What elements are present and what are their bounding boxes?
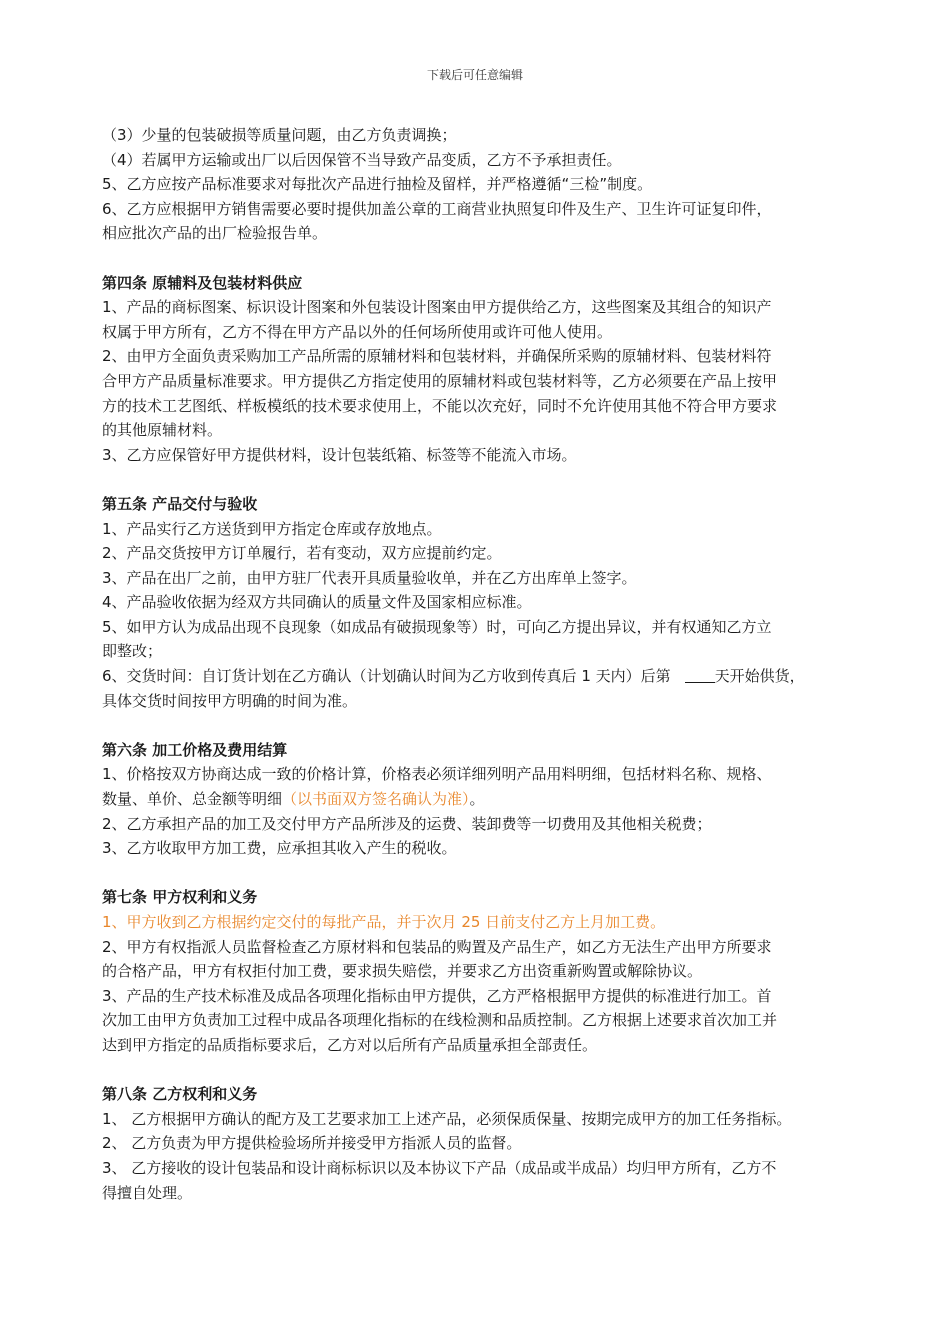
paragraph-line: 具体交货时间按甲方明确的时间为准。 xyxy=(102,691,358,710)
paragraph-line: 1、产品实行乙方送货到甲方指定仓库或存放地点。 xyxy=(102,519,442,538)
paragraph-text: 数量、单价、总金额等明细 xyxy=(102,790,283,809)
paragraph-line: 方的技术工艺图纸、样板模纸的技术要求使用上，不能以次充好，同时不允许使用其他不符合甲方要求 xyxy=(102,396,778,415)
section-title-7: 第七条 甲方权利和义务 xyxy=(102,888,258,907)
document-body xyxy=(102,123,872,1205)
paragraph-line: （3）少量的包装破损等质量问题，由乙方负责调换； xyxy=(102,126,457,144)
fill-in-blank xyxy=(685,666,715,683)
paragraph-line: 1、产品的商标图案、标识设计图案和外包装设计图案由甲方提供给乙方，这些图案及其组合的知识产 xyxy=(102,298,772,317)
paragraph-line xyxy=(102,787,872,812)
paragraph-line: 4、产品验收依据为经双方共同确认的质量文件及国家相应标准。 xyxy=(102,593,532,612)
paragraph-line: 合甲方产品质量标准要求。甲方提供乙方指定使用的原辅材料或包装材料等，乙方必须要在产品上按甲 xyxy=(102,371,778,390)
paragraph-line: 相应批次产品的出厂检验报告单。 xyxy=(102,224,328,243)
section-title-6: 第六条 加工价格及费用结算 xyxy=(102,740,288,759)
paragraph-line: 次加工由甲方负责加工过程中成品各项理化指标的在线检测和品质控制。乙方根据上述要求首次加工并 xyxy=(102,1011,778,1030)
paragraph-line: 5、如甲方认为成品出现不良现象（如成品有破损现象等）时，可向乙方提出异议，并有权通知乙方立 xyxy=(102,617,772,636)
paragraph-text: 。 xyxy=(469,790,485,809)
paragraph-line: 达到甲方指定的品质指标要求后，乙方对以后所有产品质量承担全部责任。 xyxy=(102,1035,598,1054)
paragraph-line: 的合格产品，甲方有权拒付加工费，要求损失赔偿，并要求乙方出资重新购置或解除协议。 xyxy=(102,962,703,981)
paragraph-line: 2、由甲方全面负责采购加工产品所需的原辅材料和包装材料，并确保所采购的原辅材料、包装材料符 xyxy=(102,347,772,366)
paragraph-line: 3、 乙方接收的设计包装品和设计商标标识以及本协议下产品（成品或半成品）均归甲方所有，乙方不 xyxy=(102,1158,777,1177)
paragraph-line: 2、产品交货按甲方订单履行，若有变动，双方应提前约定。 xyxy=(102,544,502,563)
paragraph-line xyxy=(102,664,872,689)
paragraph-line: 2、甲方有权指派人员监督检查乙方原材料和包装品的购置及产品生产，如乙方无法生产出甲方所要求 xyxy=(102,937,772,956)
paragraph-line: 6、乙方应根据甲方销售需要必要时提供加盖公章的工商营业执照复印件及生产、卫生许可证复印件， xyxy=(102,199,772,218)
section-title-8: 第八条 乙方权利和义务 xyxy=(102,1085,258,1104)
paragraph-line: 得擅自处理。 xyxy=(102,1183,193,1202)
paragraph-line: 5、乙方应按产品标准要求对每批次产品进行抽检及留样，并严格遵循“三检”制度。 xyxy=(102,175,653,194)
delivery-time-text: 6、交货时间：自订货计划在乙方确认（计划确认时间为乙方收到传真后 1 天内）后第 xyxy=(102,667,671,686)
highlighted-text: （以书面双方签名确认为准） xyxy=(282,790,470,809)
paragraph-line: 即整改； xyxy=(102,642,163,661)
paragraph-line: （4）若属甲方运输或出厂以后因保管不当导致产品变质，乙方不予承担责任。 xyxy=(102,150,622,169)
paragraph-line: 3、乙方收取甲方加工费，应承担其收入产生的税收。 xyxy=(102,839,457,858)
section-title-4: 第四条 原辅料及包装材料供应 xyxy=(102,273,303,292)
paragraph-line: 3、乙方应保管好甲方提供材料，设计包装纸箱、标签等不能流入市场。 xyxy=(102,445,577,464)
highlighted-paragraph-line: 1、甲方收到乙方根据约定交付的每批产品，并于次月 25 日前支付乙方上月加工费。 xyxy=(102,913,666,931)
paragraph-line: 3、产品在出厂之前，由甲方驻厂代表开具质量验收单，并在乙方出库单上签字。 xyxy=(102,568,637,587)
paragraph-line: 权属于甲方所有，乙方不得在甲方产品以外的任何场所使用或许可他人使用。 xyxy=(102,322,613,341)
delivery-time-text-end: 天开始供货， xyxy=(714,667,805,686)
page-header: 下载后可任意编辑 xyxy=(426,68,523,82)
paragraph-line: 的其他原辅材料。 xyxy=(102,421,223,440)
paragraph-line: 1、价格按双方协商达成一致的价格计算，价格表必须详细列明产品用料明细，包括材料名称、规格、 xyxy=(102,765,772,784)
paragraph-line: 2、 乙方负责为甲方提供检验场所并接受甲方指派人员的监督。 xyxy=(102,1134,522,1153)
paragraph-line: 2、乙方承担产品的加工及交付甲方产品所涉及的运费、装卸费等一切费用及其他相关税费； xyxy=(102,814,712,833)
paragraph-line: 1、 乙方根据甲方确认的配方及工艺要求加工上述产品，必须保质保量、按期完成甲方的加工任务指标。 xyxy=(102,1109,792,1128)
paragraph-line: 3、产品的生产技术标准及成品各项理化指标由甲方提供，乙方严格根据甲方提供的标准进行加工。首 xyxy=(102,986,772,1005)
section-title-5: 第五条 产品交付与验收 xyxy=(102,494,258,513)
